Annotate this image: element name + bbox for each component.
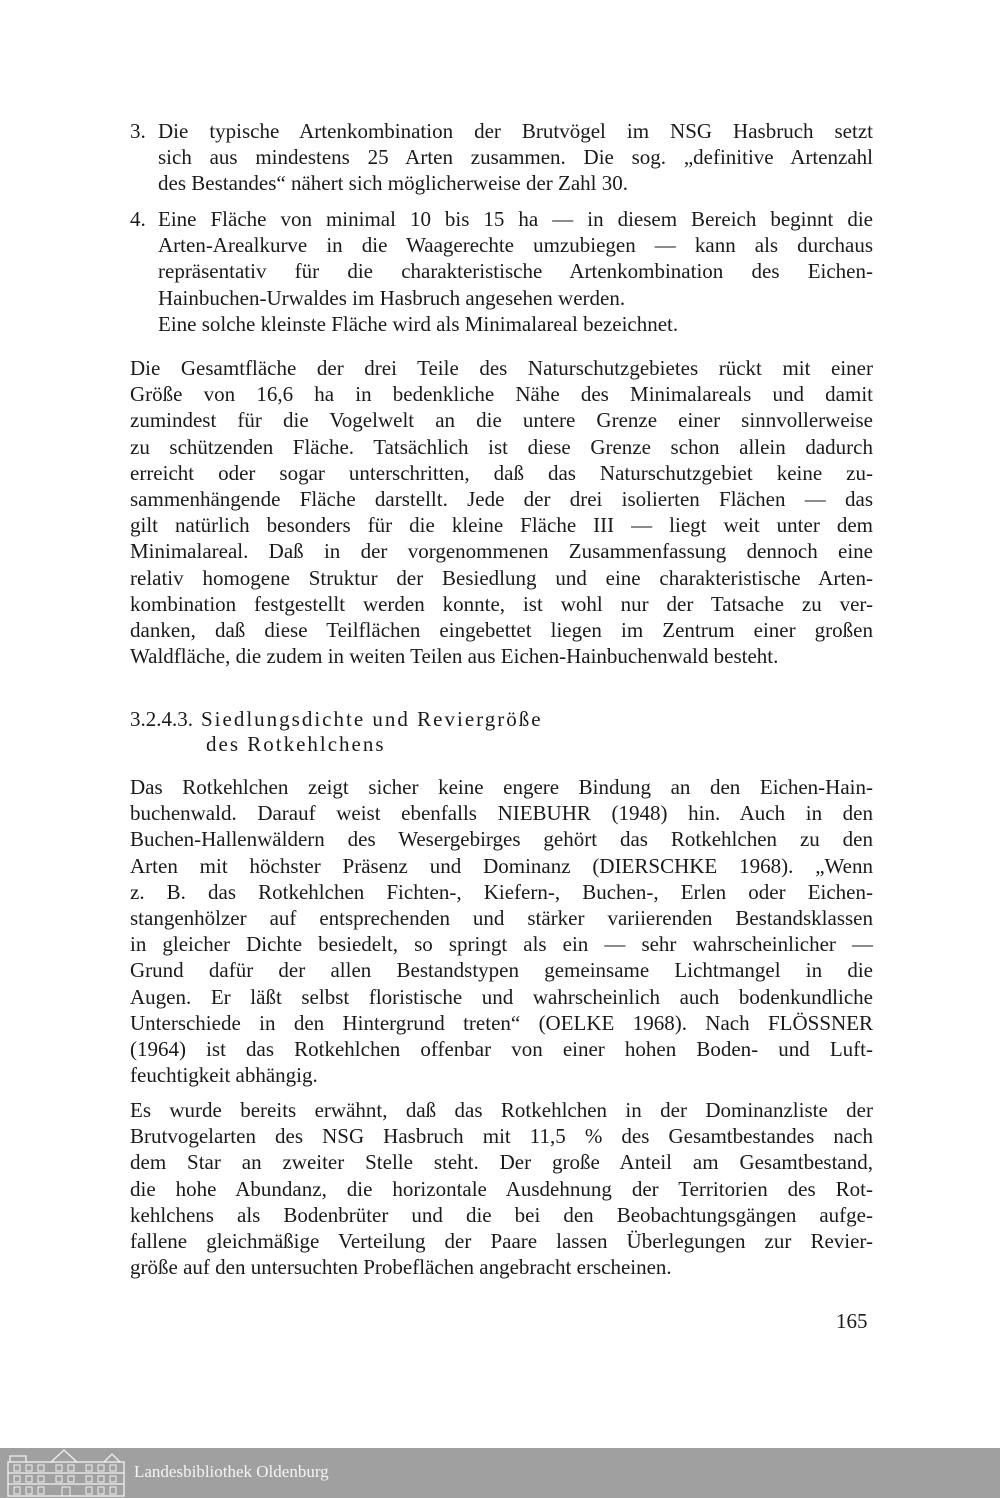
list-item-3 (130, 118, 873, 197)
text-line: kehlchens als Bodenbrüter und die bei den Beobachtungsgängen aufge- (130, 1202, 873, 1227)
text-line: zumindest für die Vogelwelt an die untere Grenze einer sinnvollerweise (130, 408, 873, 433)
text-line: Es wurde bereits erwähnt, daß das Rotkehlchen in der Dominanzliste der (130, 1098, 873, 1122)
text-line: dem Star an zweiter Stelle steht. Der große Anteil am Gesamtbestand, (130, 1150, 873, 1175)
text-line: in gleicher Dichte besiedelt, so springt als ein — sehr wahrscheinlicher — (130, 932, 873, 957)
text-line: buchenwald. Darauf weist ebenfalls NIEBUHR (1948) hin. Auch in den (130, 801, 873, 826)
text-line: Grund dafür der allen Bestandstypen gemeinsame Lichtmangel in die (130, 958, 873, 983)
text-line: größe auf den untersuchten Probeflächen angebracht erscheinen. (130, 1255, 672, 1280)
text-line: die hohe Abundanz, die horizontale Ausdehnung der Territorien des Rot- (130, 1176, 873, 1201)
text-line: z. B. das Rotkehlchen Fichten-, Kiefern-, Buchen-, Erlen oder Eichen- (130, 879, 873, 904)
text-line: Waldfläche, die zudem in weiten Teilen aus Eichen-Hainbuchenwald besteht. (130, 644, 779, 669)
library-name: Landesbibliothek Oldenburg (134, 1462, 329, 1481)
paragraph-2 (130, 774, 873, 1088)
text-line: Die typische Artenkombination der Brutvögel im NSG Hasbruch setzt (158, 119, 873, 143)
text-line: Eine Fläche von minimal 10 bis 15 ha — in diesem Bereich beginnt die (158, 207, 873, 231)
section-number: 3.2.4.3. (130, 707, 193, 731)
text-line: danken, daß diese Teilflächen eingebettet liegen im Zentrum einer großen (130, 617, 873, 642)
text-line: (1964) ist das Rotkehlchen offenbar von einer hohen Boden- und Luft- (130, 1036, 873, 1061)
library-footer-bar (0, 1448, 1000, 1498)
list-item-4 (130, 206, 873, 337)
paragraph-1 (130, 355, 873, 669)
section-title-line-2: des Rotkehlchens (206, 732, 386, 756)
text-line: zu schützenden Fläche. Tatsächlich ist diese Grenze schon allein dadurch (130, 434, 873, 459)
text-line: Augen. Er läßt selbst floristische und wahrscheinlich auch bodenkundliche (130, 984, 873, 1009)
text-line: Unterschiede in den Hintergrund treten“ (OELKE 1968). Nach FLÖSSNER (130, 1010, 873, 1035)
text-line: Arten mit höchster Präsenz und Dominanz (DIERSCHKE 1968). „Wenn (130, 853, 873, 878)
text-line: gilt natürlich besonders für die kleine Fläche III — liegt weit unter dem (130, 513, 873, 538)
text-line: fallene gleichmäßige Verteilung der Paare lassen Überlegungen zur Revier- (130, 1228, 873, 1253)
text-line: Minimalareal. Daß in der vorgenommenen Zusammenfassung dennoch eine (130, 539, 873, 564)
list-number: 3. (130, 119, 146, 143)
text-line: Arten-Arealkurve in die Waagerechte umzubiegen — kann als durchaus (158, 233, 873, 258)
text-line: Die Gesamtfläche der drei Teile des Naturschutzgebietes rückt mit einer (130, 356, 873, 380)
paragraph-3 (130, 1097, 873, 1280)
text-line: relativ homogene Struktur der Besiedlung und eine charakteristische Arten- (130, 565, 873, 590)
list-number: 4. (130, 207, 146, 231)
text-line: Größe von 16,6 ha in bedenkliche Nähe des Minimalareals und damit (130, 382, 873, 407)
text-line: Das Rotkehlchen zeigt sicher keine engere Bindung an den Eichen-Hain- (130, 775, 873, 799)
text-line: stangenhölzer auf entsprechenden und stärker variierenden Bestandsklassen (130, 905, 873, 930)
text-line: Buchen-Hallenwäldern des Wesergebirges gehört das Rotkehlchen zu den (130, 827, 873, 852)
text-line: Brutvogelarten des NSG Hasbruch mit 11,5 % des Gesamtbestandes nach (130, 1124, 873, 1149)
page-number: 165 (836, 1309, 868, 1333)
text-line: Eine solche kleinste Fläche wird als Minimalareal bezeichnet. (158, 311, 679, 336)
text-line: sammenhängende Fläche darstellt. Jede der drei isolierten Flächen — das (130, 486, 873, 511)
text-line: kombination festgestellt werden konnte, ist wohl nur der Tatsache zu ver- (130, 591, 873, 616)
section-title-line-1: Siedlungsdichte und Reviergröße (201, 707, 543, 731)
text-line: feuchtigkeit abhängig. (130, 1063, 318, 1088)
library-building-logo-icon (6, 1448, 126, 1498)
section-heading (130, 707, 543, 757)
text-line: des Bestandes“ nähert sich möglicherweise der Zahl 30. (158, 171, 629, 196)
text-line: erreicht oder sogar unterschritten, daß das Naturschutzgebiet keine zu- (130, 460, 873, 485)
text-line: repräsentativ für die charakteristische Artenkombination des Eichen- (158, 259, 873, 284)
text-line: Hainbuchen-Urwaldes im Hasbruch angesehen werden. (158, 285, 626, 310)
text-line: sich aus mindestens 25 Arten zusammen. Die sog. „definitive Artenzahl (158, 145, 873, 170)
